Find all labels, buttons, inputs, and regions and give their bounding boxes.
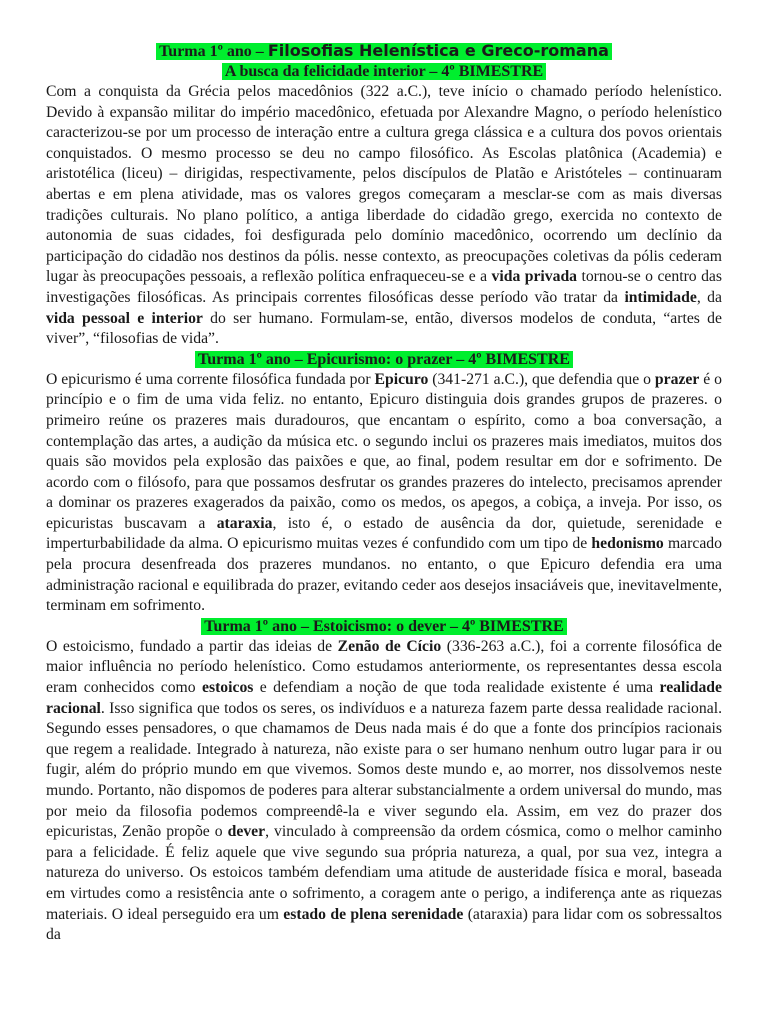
section-heading-text: Turma 1º ano – Estoicismo: o dever – 4º BIMESTRE xyxy=(201,618,566,635)
bold-term: Zenão de Cício xyxy=(337,637,442,655)
text-run: (ataraxia) para lidar com os sobressaltos da xyxy=(46,905,723,944)
bold-term: Epicuro xyxy=(374,370,429,388)
bold-term: vida pessoal e interior xyxy=(46,309,203,327)
section-heading-text: Turma 1º ano – Epicurismo: o prazer – 4º BIMESTRE xyxy=(195,351,573,368)
text-run: (341-271 a.C.), que defendia que o xyxy=(428,370,655,388)
bold-term: estado de plena serenidade xyxy=(283,905,464,923)
text-run: e defendiam a noção de que toda realidade existente é uma xyxy=(253,679,660,697)
bold-term: ataraxia xyxy=(216,514,273,532)
bold-term: dever xyxy=(227,823,266,841)
bold-term: prazer xyxy=(654,370,700,388)
section-heading-estoicismo xyxy=(46,617,722,637)
bold-term: hedonismo xyxy=(591,535,664,553)
text-run: tornou-se o centro das investigações filosóficas. As principais correntes filosóficas desse período vão tratar da xyxy=(46,268,722,306)
text-run: O estoicismo, fundado a partir das ideias de xyxy=(46,637,338,655)
intro-paragraph xyxy=(46,82,722,350)
text-run: . Isso significa que todos os seres, os indivíduos e a natureza fazem parte dessa realidade racional. Segundo esses pensadores, o que chamamos de Deus nada mais é do que a fonte dos princípios racionais que regem a realidade. Integrado à natureza, não existe para o ser humano nenhum outro lugar para ir ou fugir, além do próprio mundo em que vivemos. Somos deste mundo e, ao morrer, nos dissolvemos neste mundo. Portanto, não dispomos de poderes para alterar substancialmente a ordem universal do mundo, mas por meio da filosofia podemos compreendê-la e viver segundo ela. Assim, em vez do prazer dos epicuristas, Zenão propõe o xyxy=(46,699,722,841)
text-run: do ser humano. Formulam-se, então, diversos modelos de conduta, “artes de viver”, “filosofias de vida”. xyxy=(46,309,722,348)
text-run: marcado pela procura desenfreada dos prazeres mundanos. no entanto, o que Epicuro defendia era uma administração racional e equilibrada do prazer, evitando ceder aos desejos insaciáveis que, inevitavelmente, terminam em sofrimento. xyxy=(46,535,722,615)
section-heading-epicurismo xyxy=(46,350,722,370)
epicurismo-paragraph xyxy=(46,370,722,617)
bold-term: realidade racional xyxy=(46,679,722,717)
text-run: , da xyxy=(696,288,722,306)
text-run: (336-263 a.C.), foi a corrente filosófica de maior influência no período helenístico. Como estudamos anteriormente, os representantes dessa escola eram conhecidos como xyxy=(46,637,722,697)
subtitle-text: A busca da felicidade interior – 4º BIMESTRE xyxy=(222,63,546,80)
document-title xyxy=(46,41,722,62)
title-highlight xyxy=(156,43,612,60)
title-prefix: Turma 1º ano – xyxy=(159,43,264,60)
title-main: Filosofias Helenística e Greco-romana xyxy=(267,41,609,60)
text-run: , vinculado à compreensão da ordem cósmica, como o melhor caminho para a felicidade. É feliz aquele que vive segundo sua própria natureza, a qual, por sua vez, integra a natureza do universo. Os estoicos também defendiam uma atitude de austeridade física e moral, baseada em virtudes como a resistência ante o sofrimento, a coragem ante o perigo, a indiferença ante as riquezas materiais. O ideal perseguido era um xyxy=(46,823,723,923)
text-run: O epicurismo é uma corrente filosófica fundada por xyxy=(46,370,375,388)
bold-term: estoicos xyxy=(202,679,254,697)
bold-term: vida privada xyxy=(491,268,578,286)
estoicismo-paragraph xyxy=(46,637,722,946)
text-run: Com a conquista da Grécia pelos macedônios (322 a.C.), teve início o chamado período helenístico. Devido à expansão militar do império macedônico, efetuada por Alexandre Magno, o período helenístico caracterizou-se por um processo de interação entre a cultura grega clássica e a cultura dos povos orientais conquistados. O mesmo processo se deu no campo filosófico. As Escolas platônica (Academia) e aristotélica (liceu) – dirigidas, respectivamente, pelos discípulos de Platão e Aristóteles – continuaram abertas e em plena atividade, mas os valores gregos começaram a mesclar-se com as mais diversas tradições culturais. No plano político, a antiga liberdade do cidadão grego, exercida no contexto de autonomia de suas cidades, foi desfigurada pelo domínio macedônico, ocorrendo um declínio da participação do cidadão nos destinos da pólis. nesse contexto, as preocupações coletivas da pólis cederam lugar às preocupações pessoais, a reflexão política enfraqueceu-se e a xyxy=(46,83,722,286)
document-subtitle xyxy=(46,62,722,82)
text-run: , isto é, o estado de ausência da dor, quietude, serenidade e imperturbabilidade da alma. O epicurismo muitas vezes é confundido com um tipo de xyxy=(46,514,723,553)
bold-term: intimidade xyxy=(624,288,697,306)
text-run: é o princípio e o fim de uma vida feliz. no entanto, Epicuro distinguia dois grandes grupos de prazeres. o primeiro reúne os prazeres mais duradouros, que encantam o espírito, como a boa conversação, a contemplação das artes, a audição da música etc. o segundo inclui os prazeres mais imediatos, muitos dos quais são movidos pela explosão das paixões e que, ao final, podem resultar em dor e sofrimento. De acordo com o filósofo, para que possamos desfrutar os grandes prazeres do intelecto, precisamos aprender a dominar os prazeres exagerados da paixão, como os medos, os apegos, a cobiça, a inveja. Por isso, os epicuristas buscavam a xyxy=(46,370,722,532)
